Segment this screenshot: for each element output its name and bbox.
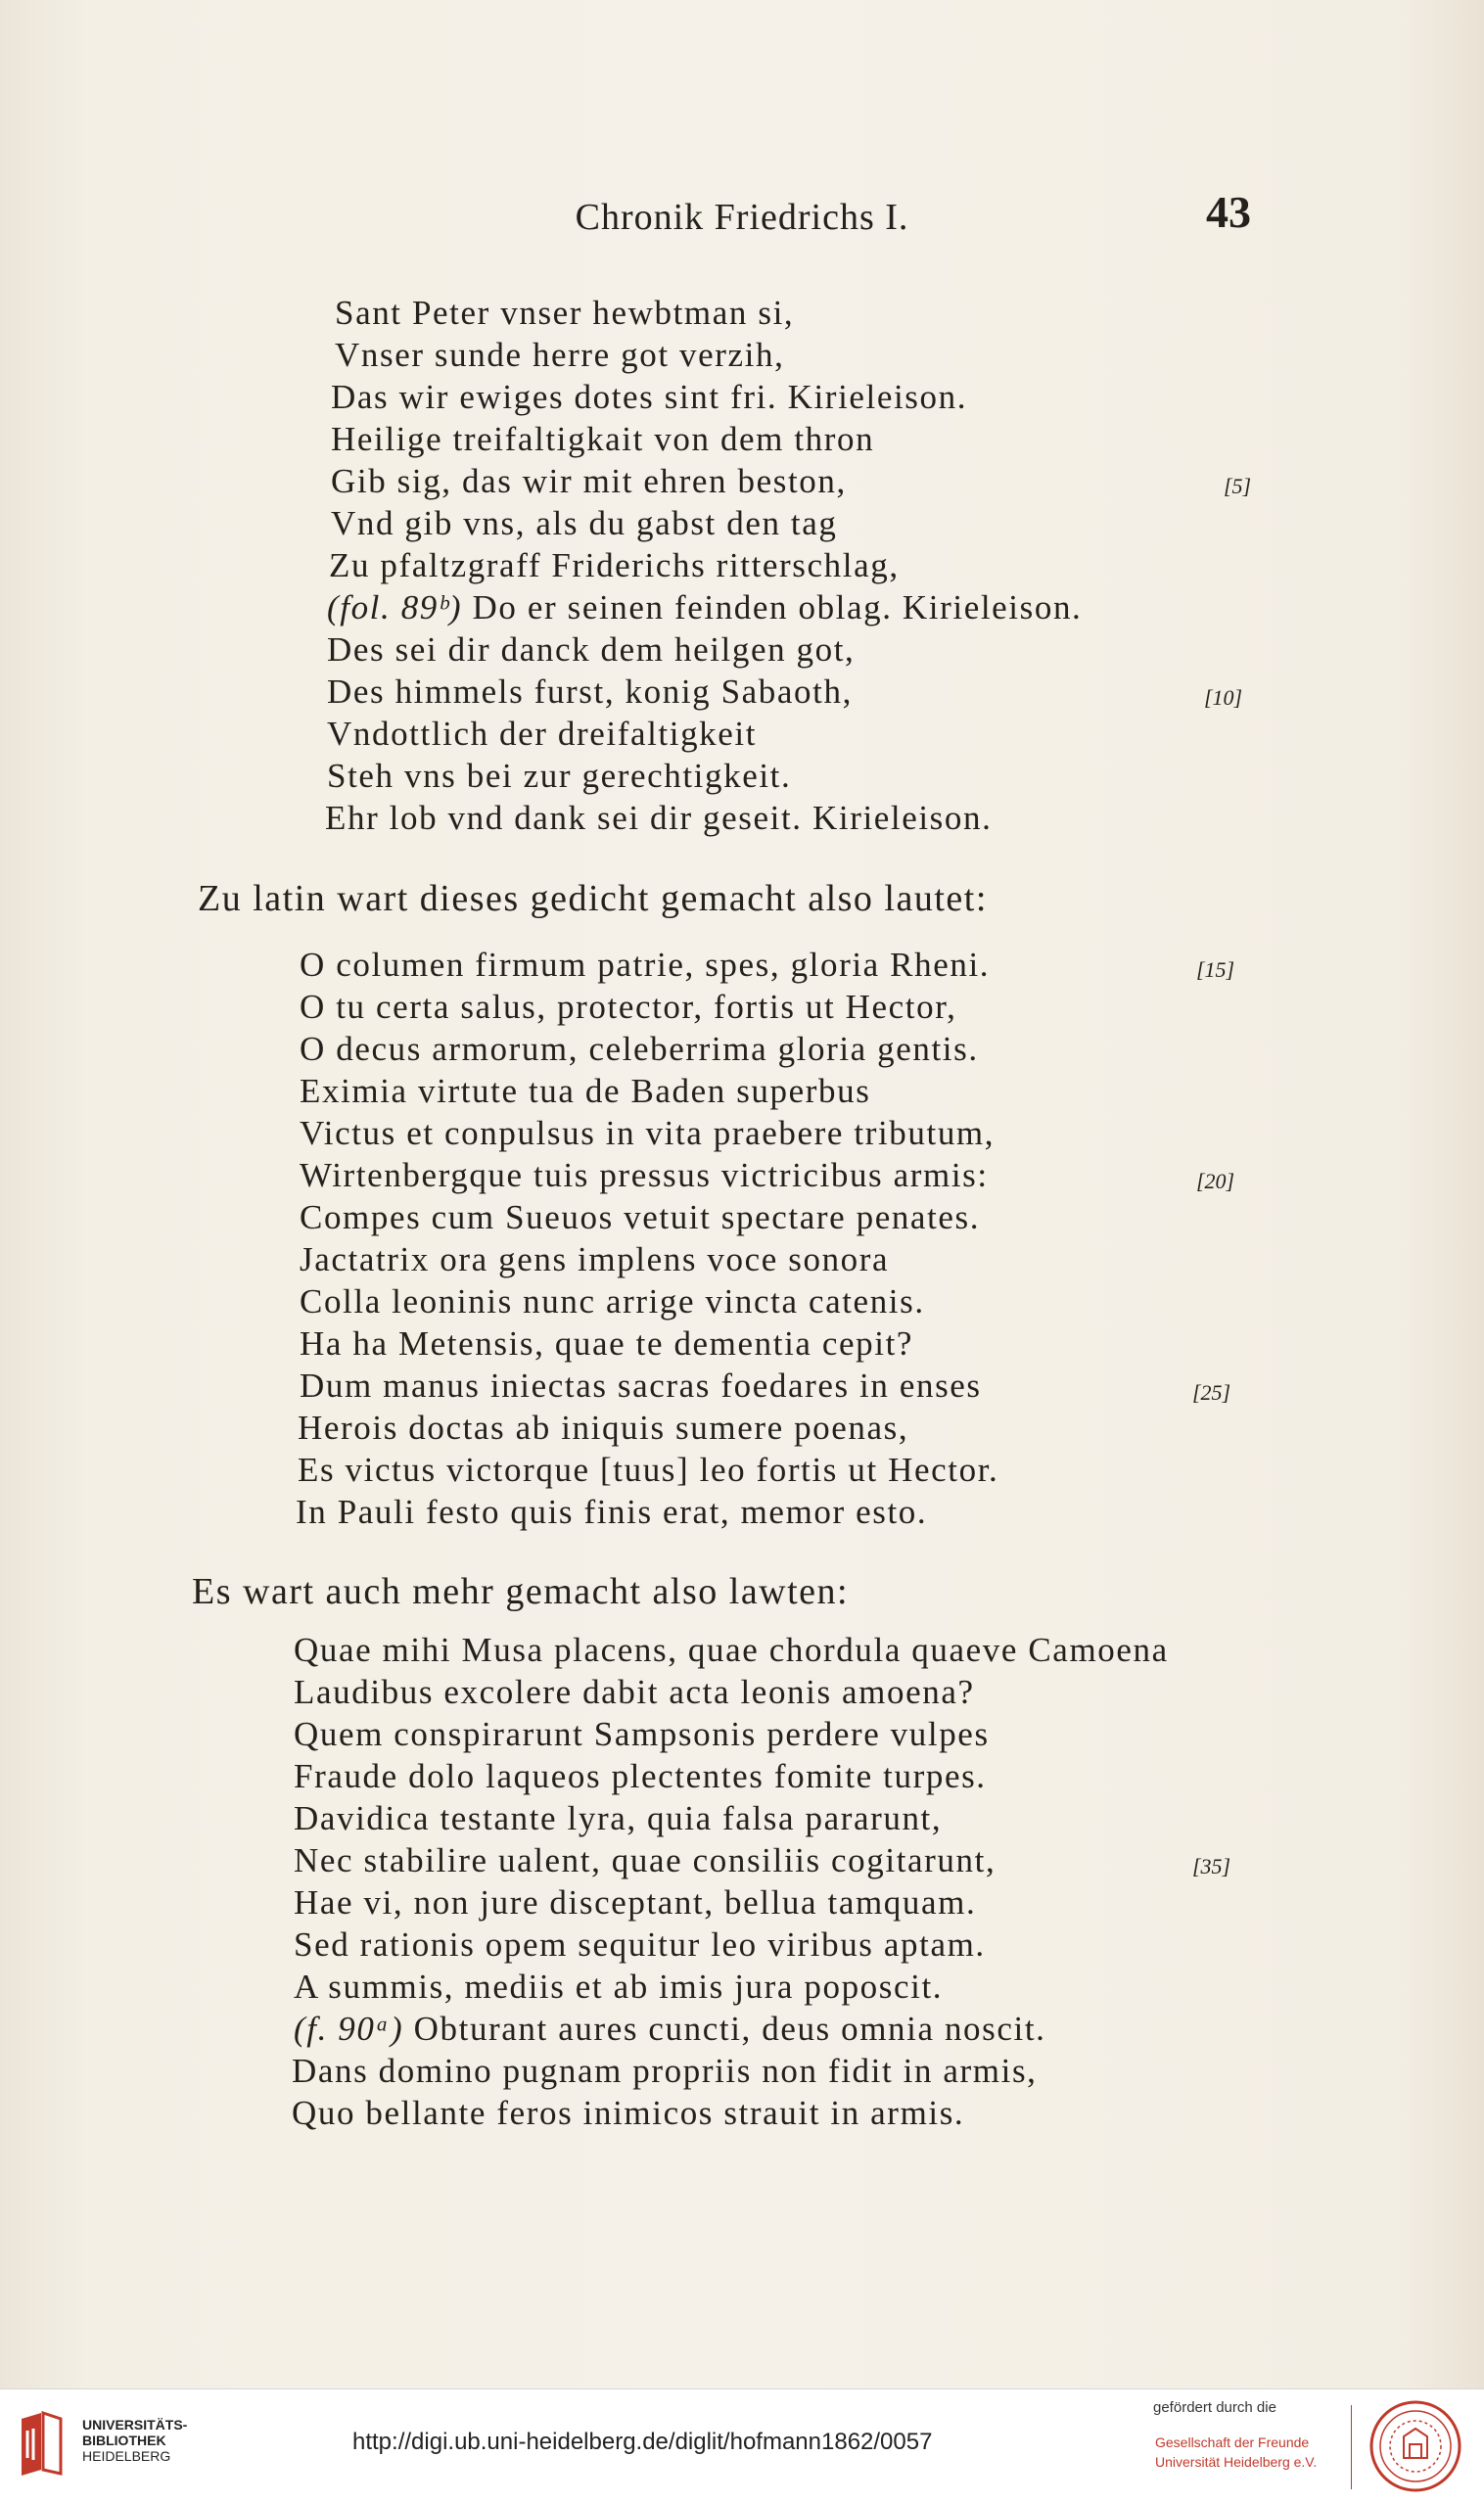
verse-line: O columen firmum patrie, spes, gloria Rheni. bbox=[300, 946, 991, 984]
verse-line: Sant Peter vnser hewbtman si, bbox=[335, 294, 795, 332]
verse-line: Herois doctas ab iniquis sumere poenas, bbox=[298, 1409, 909, 1447]
line-number: [20] bbox=[1196, 1169, 1235, 1193]
line-number: [15] bbox=[1196, 957, 1235, 982]
verse-line: Des sei dir danck dem heilgen got, bbox=[327, 630, 856, 669]
verse-line: Zu pfaltzgraff Friderichs ritterschlag, bbox=[329, 546, 900, 584]
folio-reference: (f. 90ᵃ) bbox=[294, 2010, 404, 2048]
verse-line: Steh vns bei zur gerechtigkeit. bbox=[327, 757, 792, 795]
library-name bbox=[82, 2417, 187, 2464]
verse-line: O decus armorum, celeberrima gloria gentis. bbox=[300, 1030, 979, 1068]
verse-line: O tu certa salus, protector, fortis ut Hector, bbox=[300, 988, 957, 1026]
verse-line: Wirtenbergque tuis pressus victricibus armis: bbox=[300, 1156, 989, 1194]
verse-line-with-folio bbox=[327, 588, 1082, 627]
verse-line: Quae mihi Musa placens, quae chordula quaeve Camoena bbox=[294, 1631, 1169, 1669]
verse-text: Obturant aures cuncti, deus omnia noscit. bbox=[413, 2010, 1046, 2048]
verse-line: Dum manus iniectas sacras foedares in enses bbox=[300, 1367, 982, 1405]
line-number: [10] bbox=[1204, 685, 1243, 710]
verse-line: Das wir ewiges dotes sint fri. Kirieleison. bbox=[331, 378, 968, 416]
footer-divider bbox=[1351, 2405, 1352, 2489]
verse-line: Dans domino pugnam propriis non fidit in armis, bbox=[292, 2052, 1038, 2090]
line-number: [25] bbox=[1192, 1380, 1231, 1405]
verse-line: Victus et conpulsus in vita praebere tributum, bbox=[300, 1114, 996, 1152]
university-seal-icon bbox=[1368, 2399, 1462, 2493]
section-heading: Es wart auch mehr gemacht also lawten: bbox=[192, 1571, 850, 1612]
verse-line: Es victus victorque [tuus] leo fortis ut Hector. bbox=[298, 1451, 999, 1489]
line-number: [35] bbox=[1192, 1854, 1231, 1878]
verse-line: Ehr lob vnd dank sei dir geseit. Kirieleison. bbox=[325, 799, 993, 837]
verse-line: Gib sig, das wir mit ehren beston, bbox=[331, 462, 847, 500]
verse-line: Heilige treifaltigkait von dem thron bbox=[331, 420, 875, 458]
library-name-line: HEIDELBERG bbox=[82, 2448, 171, 2464]
verse-line: Compes cum Sueuos vetuit spectare penates. bbox=[300, 1198, 981, 1236]
footer-banner bbox=[0, 2388, 1484, 2503]
verse-line-with-folio bbox=[294, 2010, 1046, 2049]
verse-line: Ha ha Metensis, quae te dementia cepit? bbox=[300, 1324, 914, 1363]
verse-line: Colla leoninis nunc arrige vincta catenis. bbox=[300, 1282, 925, 1321]
verse-line: Fraude dolo laqueos plectentes fomite turpes. bbox=[294, 1757, 987, 1795]
verse-text: Do er seinen feinden oblag. Kirieleison. bbox=[472, 588, 1083, 626]
ub-logo-icon bbox=[18, 2411, 65, 2476]
verse-line: Vndottlich der dreifaltigkeit bbox=[327, 715, 758, 753]
verse-line: Sed rationis opem sequitur leo viribus aptam. bbox=[294, 1925, 986, 1964]
running-title: Chronik Friedrichs I. bbox=[575, 197, 909, 238]
verse-line: In Pauli festo quis finis erat, memor esto. bbox=[296, 1493, 928, 1531]
verse-line: Jactatrix ora gens implens voce sonora bbox=[300, 1240, 890, 1278]
verse-line: Davidica testante lyra, quia falsa pararunt, bbox=[294, 1799, 943, 1837]
verse-line: Hae vi, non jure disceptant, bellua tamquam. bbox=[294, 1883, 977, 1922]
sponsor-name-line: Universität Heidelberg e.V. bbox=[1155, 2454, 1318, 2470]
folio-reference: (fol. 89ᵇ) bbox=[327, 588, 463, 626]
verse-line: Des himmels furst, konig Sabaoth, bbox=[327, 672, 853, 711]
verse-line: Vnser sunde herre got verzih, bbox=[335, 336, 785, 374]
verse-line: Laudibus excolere dabit acta leonis amoena? bbox=[294, 1673, 975, 1711]
verse-line: Quo bellante feros inimicos strauit in armis. bbox=[292, 2094, 965, 2132]
verse-line: Quem conspirarunt Sampsonis perdere vulpes bbox=[294, 1715, 990, 1753]
sponsor-name bbox=[1155, 2433, 1317, 2472]
line-number: [5] bbox=[1224, 474, 1252, 498]
verse-line: Nec stabilire ualent, quae consiliis cogitarunt, bbox=[294, 1841, 997, 1879]
sponsor-label: gefördert durch die bbox=[1153, 2399, 1276, 2416]
verse-line: Vnd gib vns, als du gabst den tag bbox=[331, 504, 838, 542]
library-name-line: UNIVERSITÄTS- bbox=[82, 2417, 188, 2433]
section-heading: Zu latin wart dieses gedicht gemacht also lautet: bbox=[198, 878, 988, 919]
permalink-url[interactable]: http://digi.ub.uni-heidelberg.de/diglit/hofmann1862/0057 bbox=[352, 2429, 933, 2455]
verse-line: Eximia virtute tua de Baden superbus bbox=[300, 1072, 871, 1110]
sponsor-name-line: Gesellschaft der Freunde bbox=[1155, 2434, 1310, 2450]
verse-line: A summis, mediis et ab imis jura poposcit. bbox=[294, 1968, 944, 2006]
library-name-line: BIBLIOTHEK bbox=[82, 2433, 166, 2448]
page-number: 43 bbox=[1206, 187, 1251, 237]
